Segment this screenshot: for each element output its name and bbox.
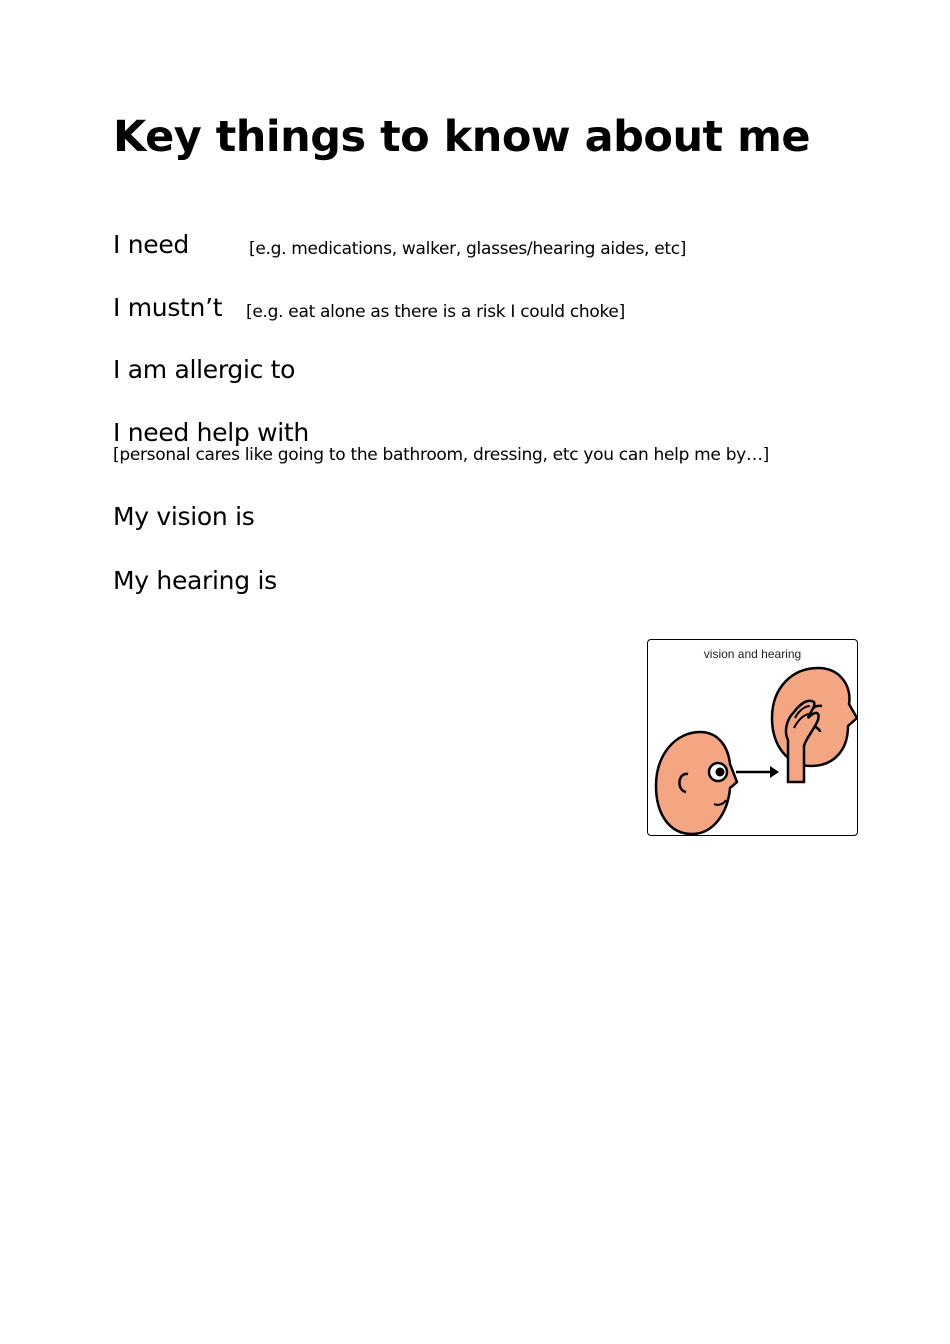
field-label: My vision is	[113, 502, 255, 531]
field-hint: [personal cares like going to the bathroom, dressing, etc you can help me by…]	[113, 445, 769, 465]
field-i-mustnt	[113, 293, 625, 323]
vision-hearing-symbol-card	[647, 639, 858, 836]
field-label: I need	[113, 230, 189, 259]
field-label: I mustn’t	[113, 293, 223, 322]
field-label: My hearing is	[113, 566, 277, 595]
page-title: Key things to know about me	[113, 112, 811, 162]
vision-and-hearing-icon	[648, 640, 857, 835]
field-vision	[113, 502, 254, 532]
field-label: I need help with	[113, 418, 309, 447]
field-hint: [e.g. medications, walker, glasses/hearing aides, etc]	[249, 239, 687, 259]
field-help-with	[113, 418, 769, 465]
arrow-head	[770, 766, 779, 778]
field-i-need	[113, 230, 687, 260]
field-hint: [e.g. eat alone as there is a risk I could choke]	[246, 302, 625, 322]
symbol-caption: vision and hearing	[703, 647, 802, 661]
eye-pupil	[716, 768, 725, 777]
field-hearing	[113, 566, 277, 596]
looking-head	[656, 732, 737, 834]
field-allergies	[113, 355, 295, 385]
field-label: I am allergic to	[113, 355, 296, 384]
